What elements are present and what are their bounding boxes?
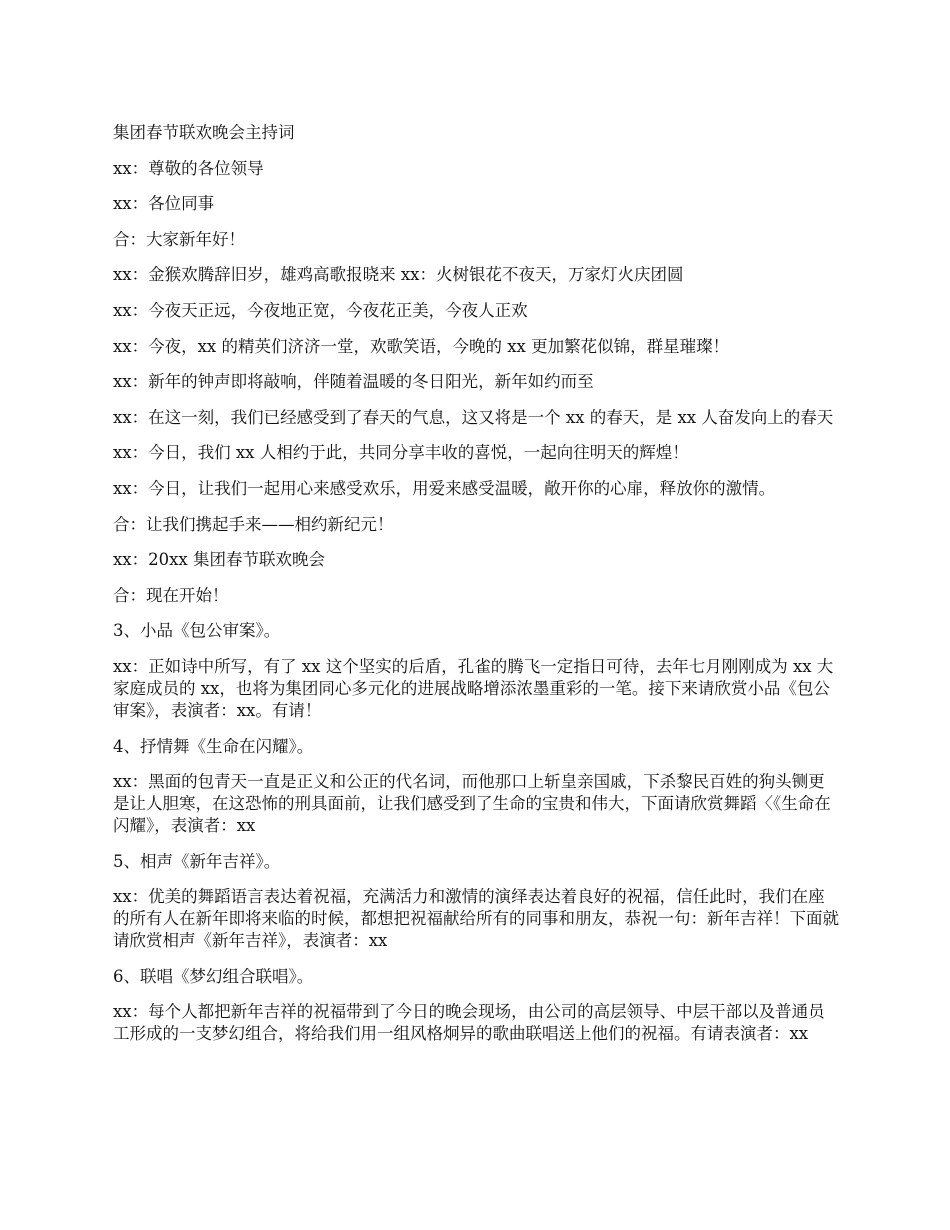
speech-line: xx：每个人都把新年吉祥的祝福带到了今日的晚会现场，由公司的高层领导、中层干部以及普通员工形成的一支梦幻组合，将给我们用一组风格炯异的歌曲联唱送上他们的祝福。有请表演者：xx (113, 1002, 825, 1044)
speech-line: xx：今日，我们 xx 人相约于此，共同分享丰收的喜悦，一起向往明天的辉煌！ (113, 443, 689, 463)
document-body (113, 122, 840, 1059)
speech-line: xx：各位同事 (113, 194, 215, 214)
speech-line: 合：现在开始！ (113, 585, 229, 605)
speech-line: xx：新年的钟声即将敲响，伴随着温暖的冬日阳光，新年如约而至 (113, 372, 594, 392)
document-title: 集团春节联欢晚会主持词 (113, 123, 295, 142)
speech-line: 合：大家新年好！ (113, 229, 245, 249)
program-heading: 3、小品《包公审案》。 (113, 621, 281, 641)
speech-line: xx：今夜，xx 的精英们济济一堂，欢歌笑语，今晚的 xx 更加繁花似锦，群星璀璨！ (113, 336, 730, 356)
speech-line: 合：让我们携起手来——相约新纪元！ (113, 514, 394, 534)
program-heading: 6、联唱《梦幻组合联唱》。 (113, 966, 314, 986)
speech-line: xx：今日，让我们一起用心来感受欢乐，用爱来感受温暖，敞开你的心扉，释放你的激情。 (113, 478, 776, 498)
program-heading: 4、抒情舞《生命在闪耀》。 (113, 736, 314, 756)
speech-line: xx：尊敬的各位领导 (113, 158, 264, 178)
speech-line: xx：在这一刻，我们已经感受到了春天的气息，这又将是一个 xx 的春天，是 xx 人奋发向上的春天 (113, 407, 834, 427)
speech-line: xx：今夜天正远，今夜地正宽，今夜花正美，今夜人正欢 (113, 300, 528, 320)
program-heading: 5、相声《新年吉祥》。 (113, 851, 281, 871)
speech-line: xx：正如诗中所写，有了 xx 这个坚实的后盾，孔雀的腾飞一定指日可待，去年七月刚刚成为 xx 大家庭成员的 xx，也将为集团同心多元化的进展战略增添浓墨重彩的一笔。接下来请欣赏小品《包公审案》，表演者：xx。有请！ (113, 656, 834, 720)
speech-line: xx：黑面的包青天一直是正义和公正的代名词，而他那口上斩皇亲国戚，下杀黎民百姓的狗头铡更是让人胆寒，在这恐怖的刑具面前，让我们感受到了生命的宝贵和伟大，下面请欣赏舞蹈〈《生命在闪耀》，表演者：xx (113, 772, 831, 836)
speech-line: xx：优美的舞蹈语言表达着祝福，充满活力和激情的演绎表达着良好的祝福，信任此时，我们在座的所有人在新年即将来临的时候，都想把祝福献给所有的同事和朋友，恭祝一句：新年吉祥！下面就请欣赏相声《新年吉祥》，表演者：xx (113, 887, 839, 951)
speech-line: xx：20xx 集团春节联欢晚会 (113, 550, 325, 570)
speech-line: xx：金猴欢腾辞旧岁，雄鸡高歌报晓来 xx：火树银花不夜天，万家灯火庆团圆 (113, 265, 684, 285)
